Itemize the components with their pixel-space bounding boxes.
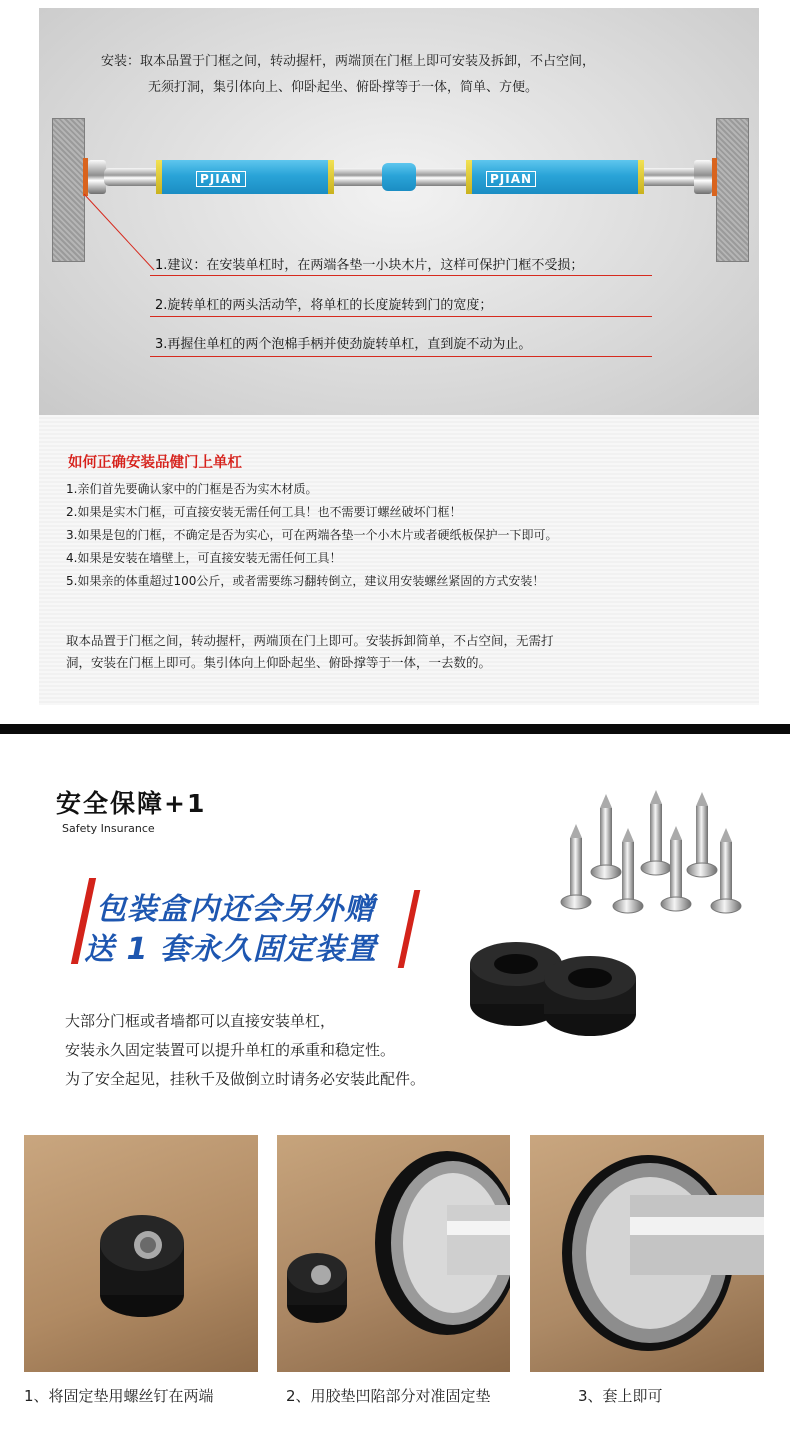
install-step-2: 2.旋转单杠的两头活动竿，将单杠的长度旋转到门的宽度； bbox=[155, 298, 493, 313]
center-foam-grip bbox=[382, 163, 416, 191]
right-foam-grip bbox=[466, 160, 644, 194]
step-caption-3: 3、套上即可 bbox=[578, 1387, 663, 1405]
step-3-underline bbox=[150, 356, 652, 357]
step-photo-2 bbox=[277, 1135, 510, 1372]
install-step-1: 1.建议：在安装单杠时，在两端各垫一小块木片，这样可保护门框不受损； bbox=[155, 258, 584, 273]
gift-accent-bar-right bbox=[398, 890, 421, 968]
brand-logo-left: PJIAN bbox=[196, 171, 246, 187]
step-2-underline bbox=[150, 316, 652, 317]
gift-headline-line1: 包装盒内还会另外赠 bbox=[96, 892, 375, 927]
safety-body-line2: 安装永久固定装置可以提升单杠的承重和稳定性。 bbox=[65, 1041, 396, 1059]
product-desc-line1: 取本品置于门框之间，转动握杆，两端顶在门上即可。安装拆卸简单，不占空间，无需打 bbox=[66, 633, 554, 648]
callout-leader-line bbox=[80, 190, 160, 280]
section-divider bbox=[0, 724, 790, 734]
right-end-cap bbox=[694, 160, 712, 194]
pull-up-bar-illustration bbox=[70, 150, 730, 210]
install-intro-line1: 安装：取本品置于门框之间，转动握杆，两端顶在门框上即可安装及拆卸，不占空间， bbox=[101, 54, 596, 69]
tip-item-5: 5.如果亲的体重超过100公斤，或者需要练习翻转倒立，建议用安装螺丝紧固的方式安装！ bbox=[66, 574, 545, 588]
left-foam-grip bbox=[156, 160, 334, 194]
step-caption-2: 2、用胶垫凹陷部分对准固定垫 bbox=[286, 1387, 491, 1405]
step-1-underline bbox=[150, 275, 652, 276]
safety-title: 安全保障+1 bbox=[56, 789, 207, 818]
product-desc-line2: 洞，安装在门框上即可。集引体向上仰卧起坐、俯卧撑等于一体，一去数的。 bbox=[66, 655, 492, 670]
install-intro-line2: 无须打洞，集引体向上、仰卧起坐、俯卧撑等于一体，简单、方便。 bbox=[148, 80, 539, 95]
tip-item-3: 3.如果是包的门框，不确定是否为实心，可在两端各垫一个小木片或者硬纸板保护一下即可。 bbox=[66, 528, 558, 542]
brand-logo-right: PJIAN bbox=[486, 171, 536, 187]
tips-title: 如何正确安装品健门上单杠 bbox=[68, 455, 242, 471]
step-photo-3 bbox=[530, 1135, 764, 1372]
safety-subtitle: Safety Insurance bbox=[62, 822, 155, 835]
right-end-pad bbox=[712, 158, 717, 196]
tip-item-2: 2.如果是实木门框，可直接安装无需任何工具！也不需要订螺丝破坏门框！ bbox=[66, 505, 462, 519]
tip-item-1: 1.亲们首先要确认家中的门框是否为实木材质。 bbox=[66, 482, 318, 496]
step-caption-1: 1、将固定垫用螺丝钉在两端 bbox=[24, 1387, 214, 1405]
safety-body-line3: 为了安全起见，挂秋千及做倒立时请务必安装此配件。 bbox=[65, 1070, 426, 1088]
safety-body-line1: 大部分门框或者墙都可以直接安装单杠， bbox=[65, 1012, 336, 1030]
gift-headline-line2: 送 1 套永久固定装置 bbox=[84, 932, 377, 967]
step-photo-1 bbox=[24, 1135, 258, 1372]
rubber-pads-image bbox=[464, 930, 654, 1040]
tip-item-4: 4.如果是安装在墙壁上，可直接安装无需任何工具！ bbox=[66, 551, 342, 565]
screws-image bbox=[548, 790, 758, 930]
install-step-3: 3.再握住单杠的两个泡棉手柄并使劲旋转单杠，直到旋不动为止。 bbox=[155, 337, 532, 352]
